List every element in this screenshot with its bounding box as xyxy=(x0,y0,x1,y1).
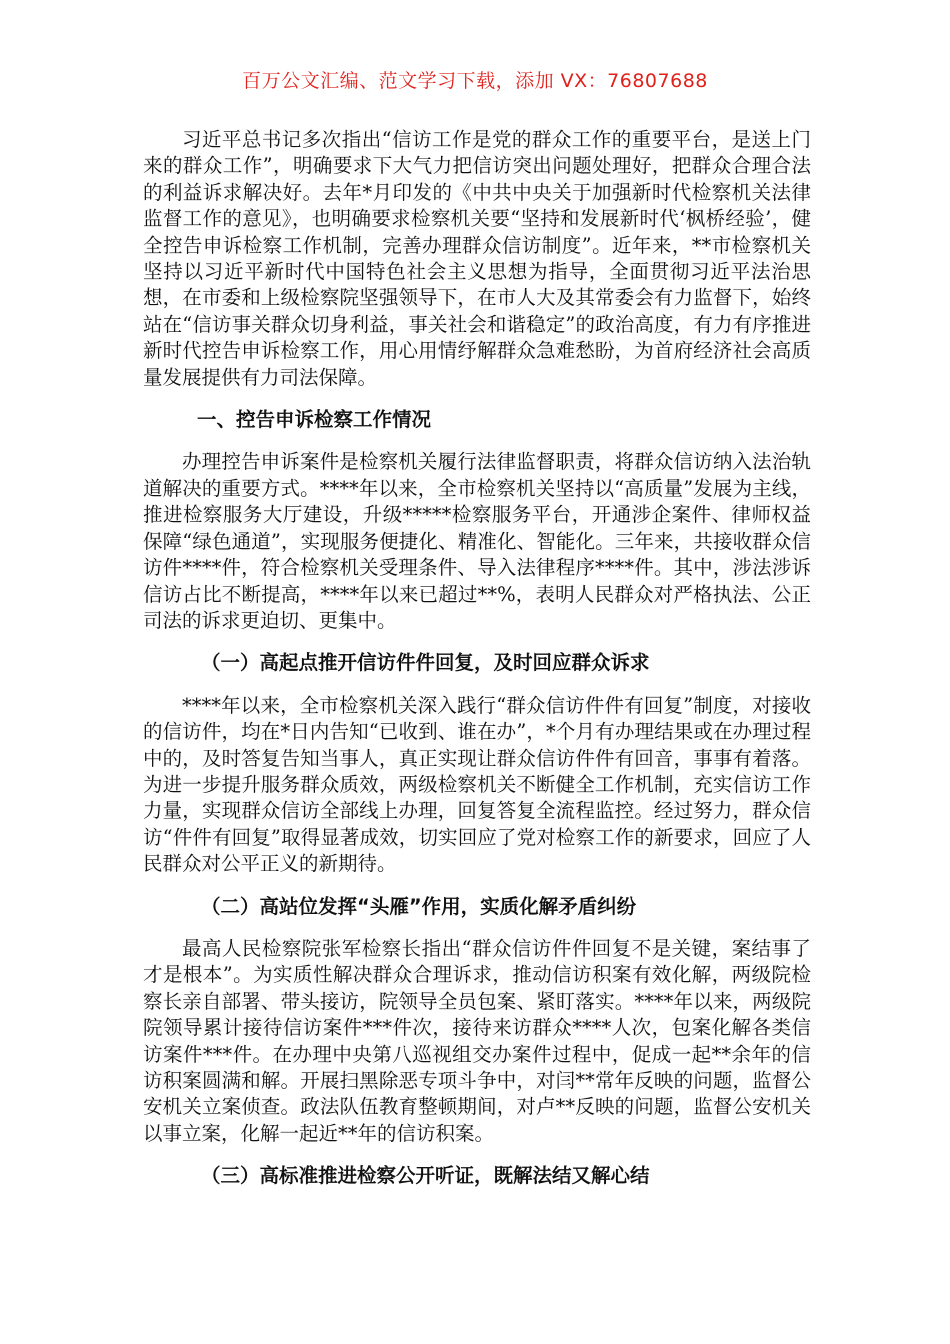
section-1-paragraph: 办理控告申诉案件是检察机关履行法律监督职责，将群众信访纳入法治轨道解决的重要方式。****年以来，全市检察机关坚持以“高质量”发展为主线，推进检察服务大厅建设，升级*****检察服务平台，开通涉企案件、律师权益保障“绿色通道”，实现服务便捷化、精准化、智能化。三年来，共接收群众信访件****件，符合检察机关受理条件、导入法律程序****件。其中，涉法涉诉信访占比不断提高，****年以来已超过**%，表明人民群众对严格执法、公正司法的诉求更迫切、更集中。 xyxy=(143,450,811,632)
watermark-header: 百万公文汇编、范文学习下载，添加 VX：76807688 xyxy=(242,70,708,92)
subsection-heading-2: （二）高站位发挥“头雁”作用，实质化解矛盾纠纷 xyxy=(201,894,637,918)
subsection-2-paragraph: 最高人民检察院张军检察长指出“群众信访件件回复不是关键，案结事了才是根本”。为实质性解决群众合理诉求，推动信访积案有效化解，两级院检察长亲自部署、带头接访，院领导全员包案、紧盯落实。****年以来，两级院院领导累计接待信访案件***件次，接待来访群众****人次，包案化解各类信访案件***件。在办理中央第八巡视组交办案件过程中，促成一起**余年的信访积案圆满和解。开展扫黑除恶专项斗争中，对闫**常年反映的问题，监督公安机关立案侦查。政法队伍教育整顿期间，对卢**反映的问题，监督公安机关以事立案，化解一起近**年的信访积案。 xyxy=(143,936,811,1145)
subsection-1-paragraph: ****年以来，全市检察机关深入践行“群众信访件件有回复”制度，对接收的信访件，均在*日内告知“已收到、谁在办”，*个月有办理结果或在办理过程中的，及时答复告知当事人，真正实现让群众信访件件有回音，事事有着落。为进一步提升服务群众质效，两级检察机关不断健全工作机制，充实信访工作力量，实现群众信访全部线上办理，回复答复全流程监控。经过努力，群众信访“件件有回复”取得显著成效，切实回应了党对检察工作的新要求，回应了人民群众对公平正义的新期待。 xyxy=(143,693,811,876)
intro-paragraph: 习近平总书记多次指出“信访工作是党的群众工作的重要平台，是送上门来的群众工作”，明确要求下大气力把信访突出问题处理好，把群众合理合法的利益诉求解决好。去年*月印发的《中共中央关于加强新时代检察机关法律监督工作的意见》，也明确要求检察机关要“坚持和发展新时代‘枫桥经验’，健全控告申诉检察工作机制，完善办理群众信访制度”。近年来，**市检察机关坚持以习近平新时代中国特色社会主义思想为指导，全面贯彻习近平法治思想，在市委和上级检察院坚强领导下，在市人大及其常委会有力监督下，始终站在“信访事关群众切身利益，事关社会和谐稳定”的政治高度，有力有序推进新时代控告申诉检察工作，用心用情纾解群众急难愁盼，为首府经济社会高质量发展提供有力司法保障。 xyxy=(143,128,811,389)
document-body xyxy=(143,127,811,1190)
subsection-heading-3: （三）高标准推进检察公开听证，既解法结又解心结 xyxy=(201,1164,650,1188)
section-heading-1: 一、控告申诉检察工作情况 xyxy=(197,408,432,432)
subsection-heading-1: （一）高起点推开信访件件回复，及时回应群众诉求 xyxy=(201,651,650,675)
